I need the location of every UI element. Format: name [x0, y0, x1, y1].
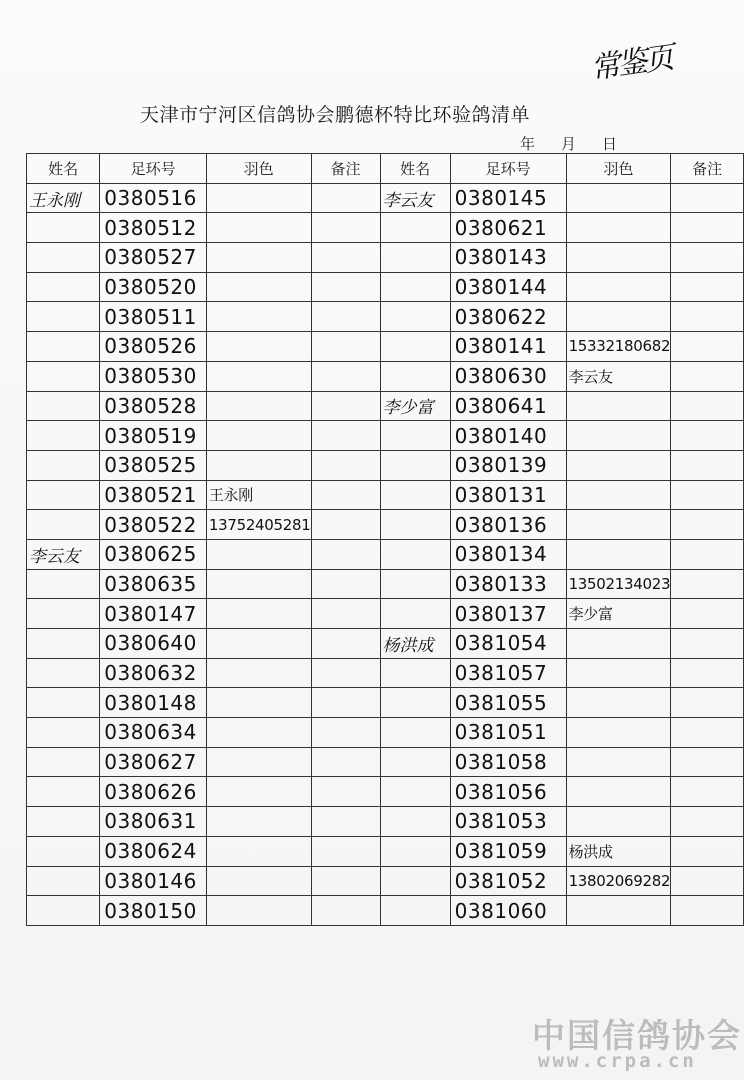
note-cell-right [671, 272, 744, 302]
ring-number-cell-left: 0380146 [100, 866, 207, 896]
ring-number-cell-left: 0380530 [100, 361, 207, 391]
table-row [27, 510, 744, 540]
ring-number-cell-right: 0381053 [450, 807, 566, 837]
header-color-left: 羽色 [206, 154, 311, 184]
color-cell-right: 13502134023 [566, 569, 671, 599]
ring-number-cell-right: 0380134 [450, 539, 566, 569]
name-cell-left [27, 421, 100, 451]
ring-number-cell-right: 0380630 [450, 361, 566, 391]
table-body [27, 183, 744, 925]
name-cell-left [27, 332, 100, 362]
table-row [27, 361, 744, 391]
color-cell-right [566, 629, 671, 659]
ring-number-cell-left: 0380527 [100, 243, 207, 273]
handwritten-signature: 常鉴页 [588, 40, 674, 87]
table-row [27, 480, 744, 510]
color-cell-left [206, 361, 311, 391]
ring-number-cell-left: 0380522 [100, 510, 207, 540]
color-cell-left: 王永刚 [206, 480, 311, 510]
name-cell-right [380, 866, 450, 896]
note-cell-right [671, 450, 744, 480]
ring-number-cell-left: 0380625 [100, 539, 207, 569]
color-cell-left [206, 391, 311, 421]
note-cell-left [311, 213, 380, 243]
name-cell-right [380, 718, 450, 748]
note-cell-left [311, 510, 380, 540]
ring-number-cell-right: 0381052 [450, 866, 566, 896]
color-cell-left [206, 421, 311, 451]
name-cell-left [27, 896, 100, 926]
pigeon-list-table [26, 153, 744, 926]
name-cell-left [27, 480, 100, 510]
ring-number-cell-right: 0380136 [450, 510, 566, 540]
color-cell-left [206, 539, 311, 569]
note-cell-left [311, 539, 380, 569]
name-cell-left [27, 272, 100, 302]
name-cell-right [380, 510, 450, 540]
name-cell-left [27, 391, 100, 421]
name-cell-right [380, 896, 450, 926]
color-cell-right: 李少富 [566, 599, 671, 629]
ring-number-cell-right: 0380131 [450, 480, 566, 510]
note-cell-right [671, 807, 744, 837]
table-row [27, 243, 744, 273]
color-cell-left [206, 183, 311, 213]
note-cell-right [671, 896, 744, 926]
note-cell-left [311, 866, 380, 896]
table-row [27, 807, 744, 837]
note-cell-right [671, 480, 744, 510]
ring-number-cell-left: 0380525 [100, 450, 207, 480]
note-cell-left [311, 599, 380, 629]
ring-number-cell-right: 0381059 [450, 836, 566, 866]
note-cell-right [671, 866, 744, 896]
note-cell-left [311, 807, 380, 837]
name-cell-left [27, 777, 100, 807]
note-cell-right [671, 243, 744, 273]
note-cell-left [311, 658, 380, 688]
ring-number-cell-right: 0380622 [450, 302, 566, 332]
name-cell-right: 李少富 [380, 391, 450, 421]
color-cell-left [206, 747, 311, 777]
table-row [27, 866, 744, 896]
date-day: 日 [602, 135, 618, 153]
name-cell-left [27, 450, 100, 480]
name-cell-left [27, 213, 100, 243]
color-cell-left [206, 777, 311, 807]
ring-number-cell-left: 0380624 [100, 836, 207, 866]
ring-number-cell-left: 0380526 [100, 332, 207, 362]
table-row [27, 302, 744, 332]
note-cell-left [311, 421, 380, 451]
ring-number-cell-right: 0381054 [450, 629, 566, 659]
name-cell-right [380, 777, 450, 807]
name-cell-left: 李云友 [27, 539, 100, 569]
table-row [27, 688, 744, 718]
note-cell-right [671, 421, 744, 451]
ring-number-cell-left: 0380150 [100, 896, 207, 926]
name-cell-right [380, 599, 450, 629]
color-cell-right [566, 718, 671, 748]
name-cell-left [27, 361, 100, 391]
table-header-row [27, 154, 744, 184]
ring-number-cell-right: 0380139 [450, 450, 566, 480]
table-row [27, 450, 744, 480]
color-cell-right: 15332180682 [566, 332, 671, 362]
color-cell-right [566, 302, 671, 332]
document-title: 天津市宁河区信鸽协会鹏德杯特比环验鸽清单 [140, 104, 531, 126]
name-cell-right [380, 807, 450, 837]
ring-number-cell-right: 0381051 [450, 718, 566, 748]
ring-number-cell-right: 0380641 [450, 391, 566, 421]
table-row [27, 599, 744, 629]
color-cell-left [206, 896, 311, 926]
name-cell-right [380, 272, 450, 302]
header-color-right: 羽色 [566, 154, 671, 184]
ring-number-cell-left: 0380635 [100, 569, 207, 599]
note-cell-left [311, 718, 380, 748]
color-cell-right: 李云友 [566, 361, 671, 391]
name-cell-right [380, 569, 450, 599]
color-cell-right [566, 183, 671, 213]
note-cell-right [671, 510, 744, 540]
ring-number-cell-left: 0380148 [100, 688, 207, 718]
note-cell-left [311, 332, 380, 362]
ring-number-cell-right: 0381060 [450, 896, 566, 926]
date-month: 月 [561, 135, 577, 153]
note-cell-right [671, 688, 744, 718]
name-cell-right [380, 480, 450, 510]
color-cell-left [206, 569, 311, 599]
header-note-right: 备注 [671, 154, 744, 184]
color-cell-left [206, 629, 311, 659]
date-line [520, 133, 643, 154]
note-cell-left [311, 569, 380, 599]
note-cell-right [671, 213, 744, 243]
header-note-left: 备注 [311, 154, 380, 184]
color-cell-left [206, 718, 311, 748]
name-cell-right [380, 302, 450, 332]
ring-number-cell-right: 0381055 [450, 688, 566, 718]
color-cell-right [566, 510, 671, 540]
ring-number-cell-right: 0381056 [450, 777, 566, 807]
note-cell-left [311, 747, 380, 777]
name-cell-left [27, 688, 100, 718]
ring-number-cell-left: 0380147 [100, 599, 207, 629]
color-cell-left: 13752405281 [206, 510, 311, 540]
name-cell-right [380, 213, 450, 243]
color-cell-left [206, 332, 311, 362]
color-cell-right [566, 213, 671, 243]
table-row [27, 569, 744, 599]
note-cell-left [311, 183, 380, 213]
name-cell-right [380, 836, 450, 866]
note-cell-left [311, 777, 380, 807]
note-cell-left [311, 450, 380, 480]
ring-number-cell-left: 0380512 [100, 213, 207, 243]
color-cell-left [206, 807, 311, 837]
color-cell-right [566, 272, 671, 302]
name-cell-left [27, 243, 100, 273]
ring-number-cell-right: 0380133 [450, 569, 566, 599]
color-cell-right [566, 450, 671, 480]
table-row [27, 777, 744, 807]
note-cell-right [671, 302, 744, 332]
date-year: 年 [520, 135, 536, 153]
watermark-url: www.crpa.cn [538, 1050, 697, 1072]
note-cell-left [311, 243, 380, 273]
color-cell-left [206, 836, 311, 866]
name-cell-right [380, 747, 450, 777]
table-row [27, 183, 744, 213]
name-cell-left [27, 302, 100, 332]
name-cell-left [27, 807, 100, 837]
name-cell-right [380, 658, 450, 688]
note-cell-right [671, 569, 744, 599]
table-row [27, 747, 744, 777]
color-cell-right [566, 480, 671, 510]
note-cell-left [311, 361, 380, 391]
note-cell-right [671, 361, 744, 391]
table-row [27, 213, 744, 243]
ring-number-cell-left: 0380528 [100, 391, 207, 421]
ring-number-cell-left: 0380632 [100, 658, 207, 688]
table-row [27, 836, 744, 866]
color-cell-right: 杨洪成 [566, 836, 671, 866]
ring-number-cell-left: 0380627 [100, 747, 207, 777]
note-cell-right [671, 539, 744, 569]
ring-number-cell-right: 0380143 [450, 243, 566, 273]
color-cell-left [206, 866, 311, 896]
ring-number-cell-right: 0380621 [450, 213, 566, 243]
note-cell-right [671, 777, 744, 807]
table-row [27, 332, 744, 362]
header-ring-right: 足环号 [450, 154, 566, 184]
color-cell-right [566, 658, 671, 688]
color-cell-right [566, 896, 671, 926]
table-row [27, 718, 744, 748]
note-cell-right [671, 658, 744, 688]
color-cell-right [566, 539, 671, 569]
name-cell-right [380, 361, 450, 391]
name-cell-left [27, 866, 100, 896]
table-row [27, 421, 744, 451]
table-row [27, 629, 744, 659]
note-cell-left [311, 480, 380, 510]
ring-number-cell-left: 0380634 [100, 718, 207, 748]
color-cell-right [566, 391, 671, 421]
table-row [27, 272, 744, 302]
color-cell-right: 13802069282 [566, 866, 671, 896]
note-cell-left [311, 391, 380, 421]
note-cell-right [671, 747, 744, 777]
name-cell-left [27, 599, 100, 629]
note-cell-right [671, 629, 744, 659]
table-row [27, 539, 744, 569]
note-cell-right [671, 332, 744, 362]
color-cell-right [566, 243, 671, 273]
header-ring-left: 足环号 [100, 154, 207, 184]
name-cell-left [27, 747, 100, 777]
ring-number-cell-left: 0380626 [100, 777, 207, 807]
color-cell-right [566, 777, 671, 807]
name-cell-right [380, 421, 450, 451]
note-cell-left [311, 836, 380, 866]
note-cell-left [311, 688, 380, 718]
header-name-left: 姓名 [27, 154, 100, 184]
name-cell-left: 王永刚 [27, 183, 100, 213]
name-cell-right: 杨洪成 [380, 629, 450, 659]
name-cell-right [380, 450, 450, 480]
color-cell-right [566, 807, 671, 837]
name-cell-left [27, 510, 100, 540]
table-row [27, 391, 744, 421]
ring-number-cell-right: 0381057 [450, 658, 566, 688]
color-cell-left [206, 302, 311, 332]
color-cell-left [206, 688, 311, 718]
name-cell-left [27, 836, 100, 866]
ring-number-cell-right: 0380141 [450, 332, 566, 362]
ring-number-cell-left: 0380521 [100, 480, 207, 510]
note-cell-right [671, 718, 744, 748]
ring-number-cell-right: 0381058 [450, 747, 566, 777]
color-cell-right [566, 421, 671, 451]
ring-number-cell-left: 0380516 [100, 183, 207, 213]
color-cell-left [206, 658, 311, 688]
note-cell-right [671, 183, 744, 213]
ring-number-cell-right: 0380144 [450, 272, 566, 302]
table-row [27, 658, 744, 688]
note-cell-right [671, 391, 744, 421]
name-cell-right [380, 688, 450, 718]
name-cell-right [380, 332, 450, 362]
table-row [27, 896, 744, 926]
name-cell-left [27, 629, 100, 659]
name-cell-left [27, 658, 100, 688]
name-cell-right [380, 539, 450, 569]
watermark-text: 中国信鸽协会 [532, 1016, 742, 1055]
color-cell-right [566, 747, 671, 777]
note-cell-left [311, 302, 380, 332]
note-cell-left [311, 629, 380, 659]
note-cell-left [311, 272, 380, 302]
color-cell-left [206, 599, 311, 629]
ring-number-cell-left: 0380520 [100, 272, 207, 302]
color-cell-left [206, 213, 311, 243]
note-cell-left [311, 896, 380, 926]
ring-number-cell-left: 0380640 [100, 629, 207, 659]
color-cell-left [206, 272, 311, 302]
ring-number-cell-right: 0380145 [450, 183, 566, 213]
ring-number-cell-right: 0380137 [450, 599, 566, 629]
ring-number-cell-left: 0380511 [100, 302, 207, 332]
ring-number-cell-left: 0380631 [100, 807, 207, 837]
header-name-right: 姓名 [380, 154, 450, 184]
name-cell-left [27, 718, 100, 748]
name-cell-right: 李云友 [380, 183, 450, 213]
color-cell-right [566, 688, 671, 718]
color-cell-left [206, 450, 311, 480]
ring-number-cell-left: 0380519 [100, 421, 207, 451]
note-cell-right [671, 599, 744, 629]
color-cell-left [206, 243, 311, 273]
name-cell-right [380, 243, 450, 273]
note-cell-right [671, 836, 744, 866]
name-cell-left [27, 569, 100, 599]
ring-number-cell-right: 0380140 [450, 421, 566, 451]
